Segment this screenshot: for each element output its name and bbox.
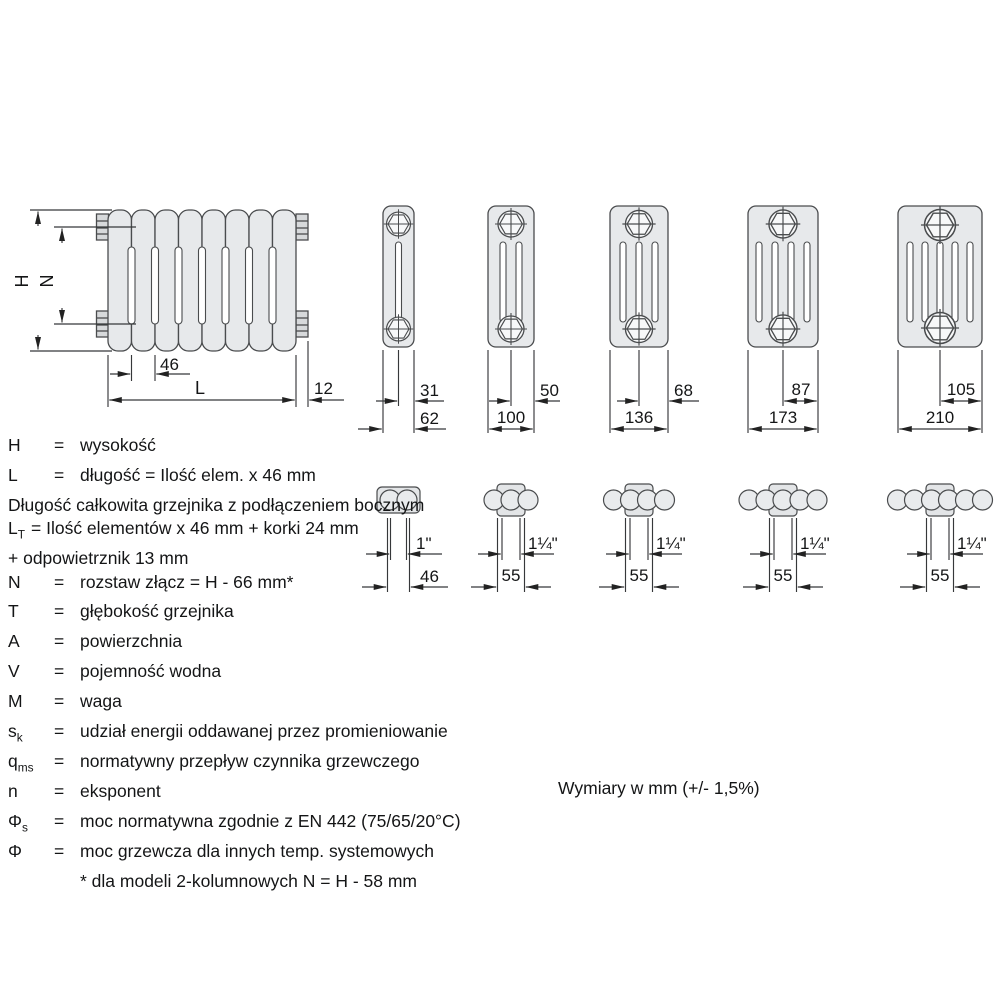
- top-view-6-column: [888, 484, 993, 592]
- dim-label-spacing: N: [37, 274, 57, 288]
- dim-label-total-depth: 210: [925, 408, 955, 427]
- legend-row-total-length-formula: $L_T$ = Ilość elementów x 46 mm + korki 24 mm: [8, 518, 359, 542]
- section-5-column: [748, 206, 818, 433]
- legend-row-water-volume: V = pojemność wodna: [8, 661, 222, 682]
- section-3-column: [488, 206, 560, 433]
- legend-row-depth: T = głębokość grzejnika: [8, 601, 234, 622]
- dim-label-element-pitch: 46: [160, 355, 179, 374]
- legend-row-spacing: N = rozstaw złącz = H - 66 mm*: [8, 571, 294, 592]
- section-4-column: [610, 206, 699, 433]
- dim-label-pitch: 55: [629, 566, 649, 585]
- legend-row-nominal-power: $\Phi_s$ = moc normatywna zgodnie z EN 442 (75/65/20°C): [8, 810, 461, 835]
- top-view-5-column: [739, 484, 830, 592]
- dim-label-axis-depth: 105: [946, 380, 976, 399]
- dim-label-height: H: [12, 274, 32, 288]
- dim-label-axis-depth: 68: [674, 381, 693, 400]
- connection-boss-right-bottom: [296, 311, 308, 337]
- top-view-4-column: [599, 484, 686, 592]
- dim-label-axis-depth: 87: [791, 380, 811, 399]
- legend-row-length: L = długość = Ilość elem. x 46 mm: [8, 464, 316, 485]
- legend-row-footnote-2column: * dla modeli 2-kolumnowych N = H - 58 mm: [80, 870, 417, 891]
- dim-label-length: L: [194, 378, 206, 398]
- radiator-front-view: [97, 210, 309, 351]
- dim-label-connection: 1¼": [957, 534, 987, 553]
- dim-label-pitch: 46: [420, 567, 439, 586]
- dim-label-pitch: 55: [773, 566, 793, 585]
- dim-label-pitch: 55: [930, 566, 950, 585]
- dim-label-total-depth: 100: [496, 408, 526, 427]
- dim-label-connection: 1¼": [656, 534, 686, 553]
- dim-label-plug-extension: 12: [314, 379, 333, 398]
- dim-label-total-depth: 136: [624, 408, 654, 427]
- legend-row-radiation-share: $s_k$ = udział energii oddawanej przez promieniowanie: [8, 721, 448, 745]
- dim-label-total-depth: 62: [420, 409, 439, 428]
- dim-label-pitch: 55: [501, 566, 521, 585]
- dim-label-total-depth: 173: [768, 408, 798, 427]
- legend-row-exponent: n = eksponent: [8, 780, 161, 801]
- legend-row-air-vent: + odpowietrznik 13 mm: [8, 548, 189, 569]
- dimensions-tolerance-note: Wymiary w mm (+/- 1,5%): [558, 778, 760, 798]
- legend-row-weight: M = waga: [8, 691, 122, 712]
- section-6-column: [898, 206, 982, 433]
- legend-row-other-power: Φ = moc grzewcza dla innych temp. systemowych: [8, 840, 435, 861]
- section-2-column: [358, 206, 446, 433]
- symbol-legend: [8, 434, 548, 893]
- connection-boss-right-top: [296, 214, 308, 240]
- dim-label-axis-depth: 50: [540, 381, 559, 400]
- dim-label-connection: 1": [416, 534, 432, 553]
- dim-label-axis-depth: 31: [420, 381, 439, 400]
- legend-row-height: H = wysokość: [8, 435, 156, 455]
- dim-label-connection: 1¼": [528, 534, 558, 553]
- legend-row-flow: $q_{ms}$ = normatywny przepływ czynnika grzewczego: [8, 750, 420, 775]
- legend-row-total-length-note: Długość całkowita grzejnika z podłączeniem bocznym: [8, 494, 425, 515]
- dim-label-connection: 1¼": [800, 534, 830, 553]
- legend-row-surface: A = powierzchnia: [8, 631, 183, 652]
